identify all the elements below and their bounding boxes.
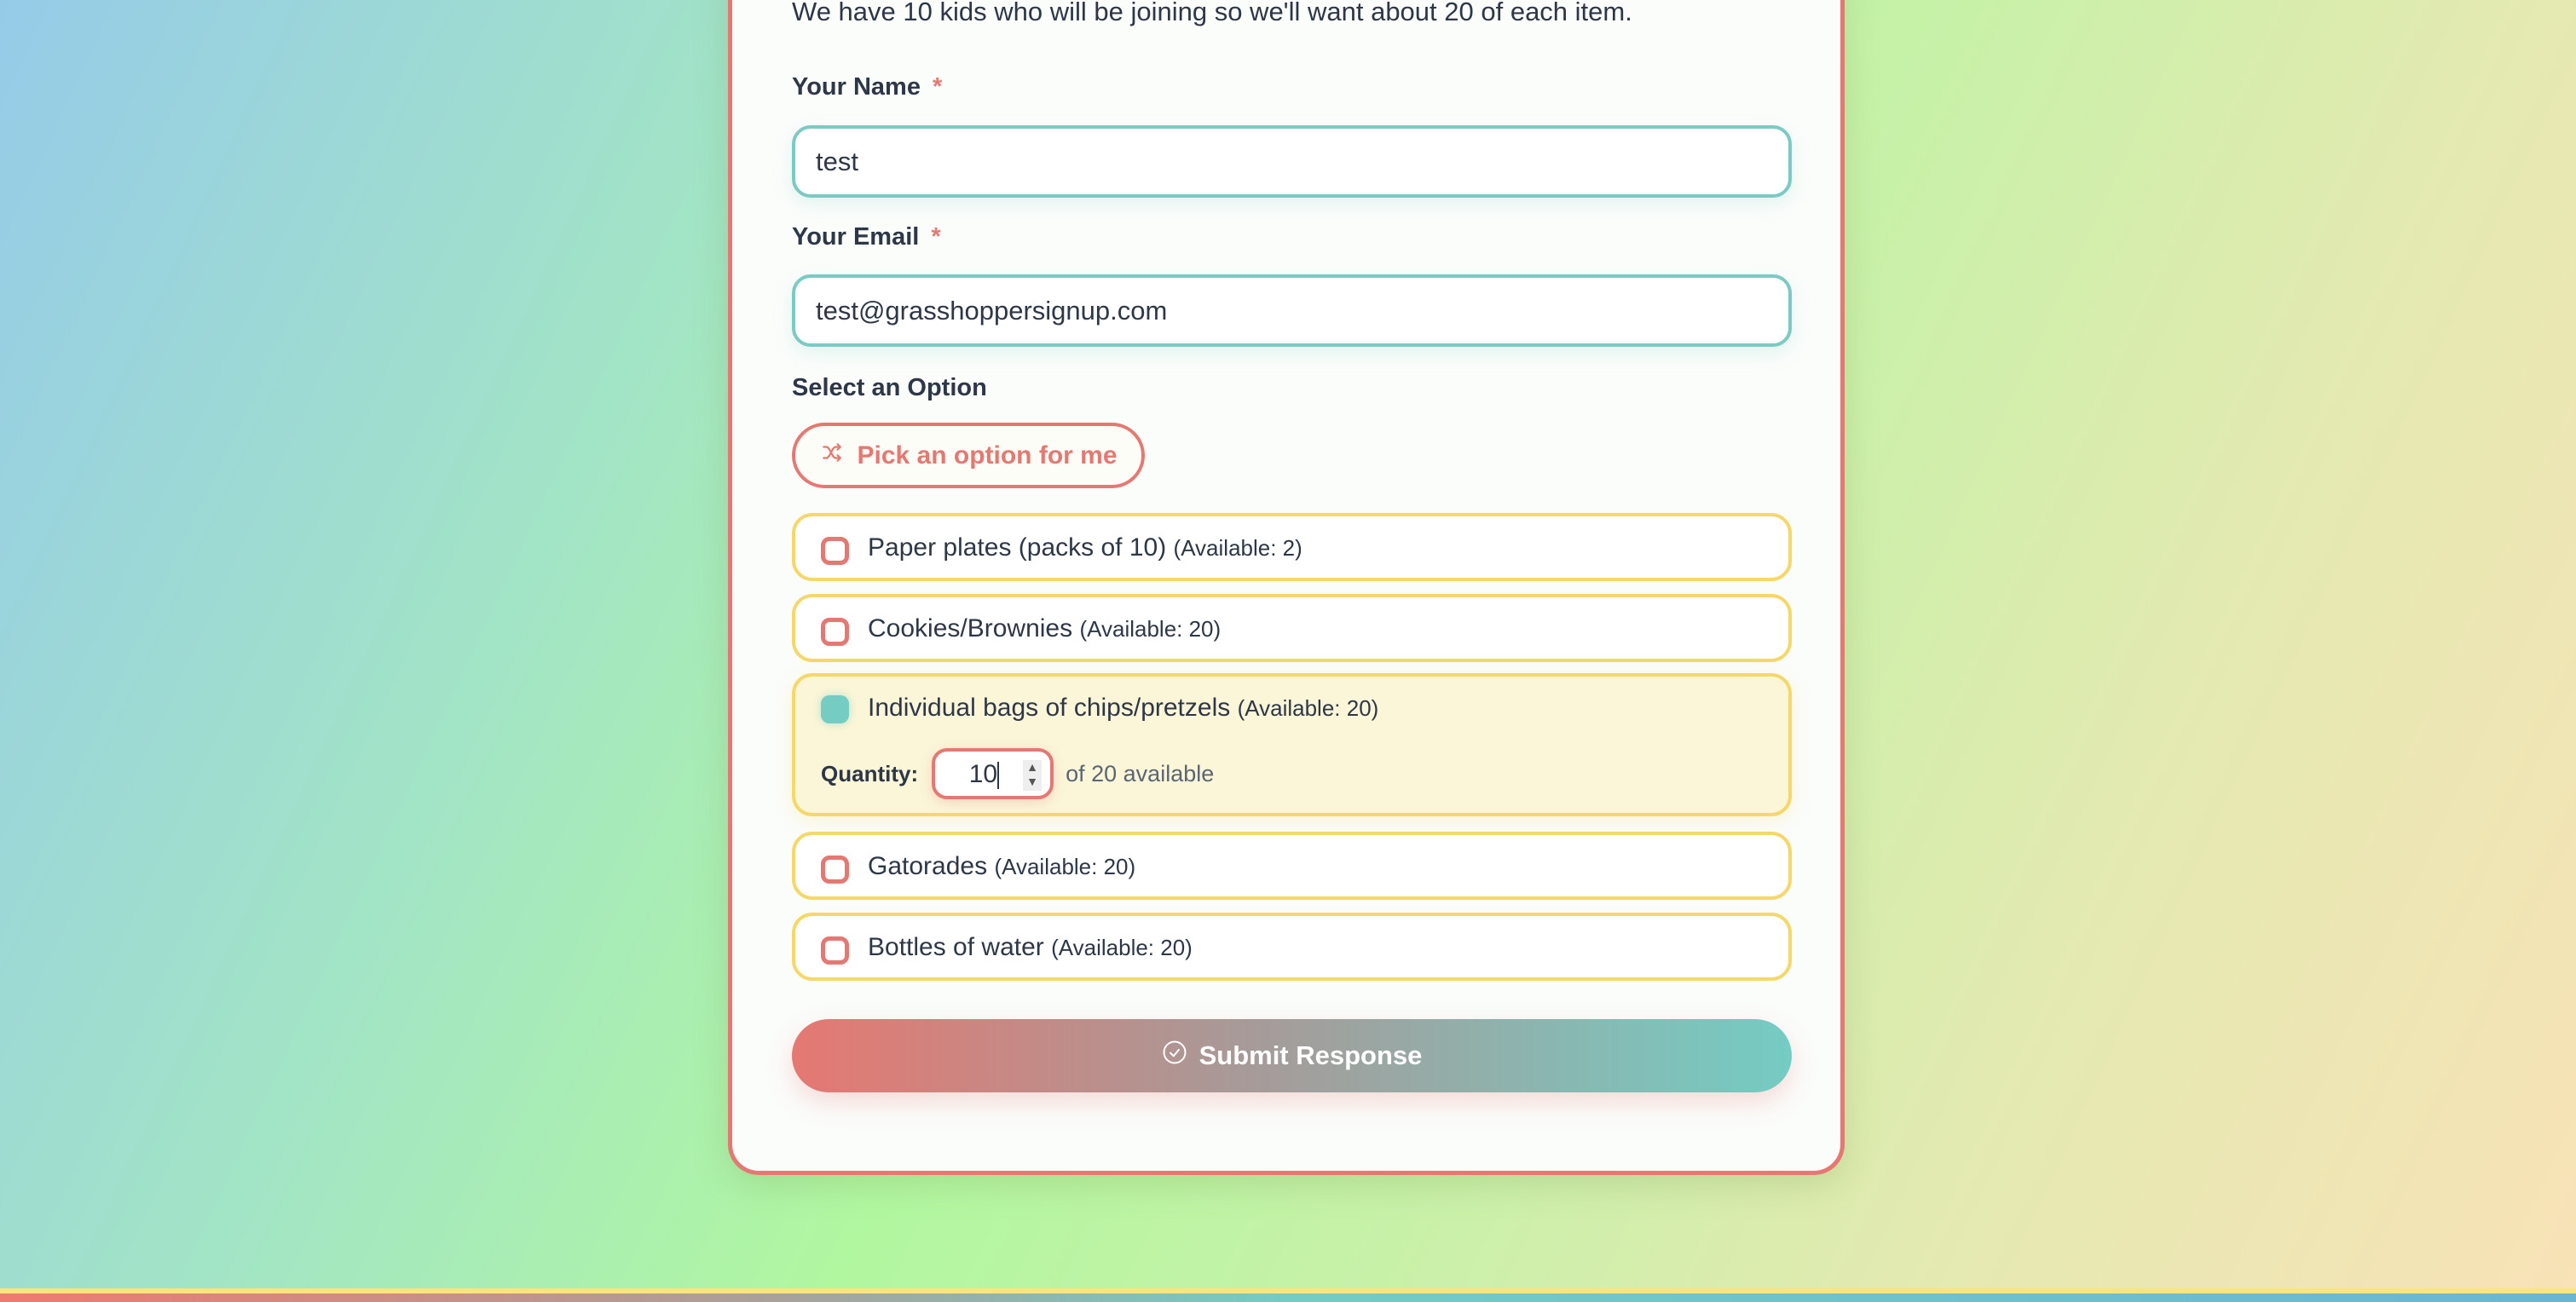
option-item[interactable]: Cookies/Brownies (Available: 20) [792, 594, 1792, 662]
availability-text: (Available: 2) [1173, 535, 1302, 561]
spinner-arrows-icon[interactable]: ▲ ▼ [1023, 760, 1042, 791]
radio-button[interactable] [821, 618, 849, 646]
availability-text: (Available: 20) [1079, 616, 1222, 642]
option-item[interactable]: Bottles of water (Available: 20) [792, 913, 1792, 981]
required-marker: * [931, 223, 941, 251]
submit-response-button[interactable]: Submit Response [792, 1019, 1792, 1092]
signup-form-card [728, 0, 1845, 1175]
bottom-gradient-bar [0, 1293, 2576, 1302]
required-marker: * [932, 73, 943, 101]
quantity-available-text: of 20 available [1066, 760, 1215, 786]
email-label: Your Email * [792, 223, 941, 251]
check-circle-icon [1162, 1040, 1187, 1072]
quantity-label: Quantity: [821, 760, 919, 786]
text-caret [997, 762, 999, 789]
availability-text: (Available: 20) [1051, 935, 1193, 960]
option-item[interactable]: Paper plates (packs of 10) (Available: 2) [792, 513, 1792, 581]
intro-text: We have 10 kids who will be joining so we'll want about 20 of each item. [792, 0, 1632, 26]
availability-text: (Available: 20) [994, 854, 1136, 879]
radio-button[interactable] [821, 936, 849, 965]
option-item[interactable]: Gatorades (Available: 20) [792, 832, 1792, 900]
availability-text: (Available: 20) [1237, 695, 1379, 721]
quantity-row [821, 748, 1214, 799]
quantity-stepper[interactable]: 10 ▲ ▼ [932, 748, 1054, 799]
radio-button[interactable] [821, 856, 849, 884]
pick-option-button[interactable]: Pick an option for me [792, 423, 1145, 488]
name-label: Your Name * [792, 73, 943, 101]
radio-button[interactable] [821, 537, 849, 565]
option-item-selected[interactable]: Individual bags of chips/pretzels (Available: 20) Quantity: 10 ▲ ▼ of 20 available [792, 673, 1792, 816]
shuffle-icon [819, 441, 845, 470]
email-input[interactable]: test@grasshoppersignup.com [792, 274, 1792, 347]
radio-button-selected[interactable] [821, 695, 849, 723]
name-input[interactable]: test [792, 125, 1792, 198]
select-option-label: Select an Option [792, 374, 987, 401]
